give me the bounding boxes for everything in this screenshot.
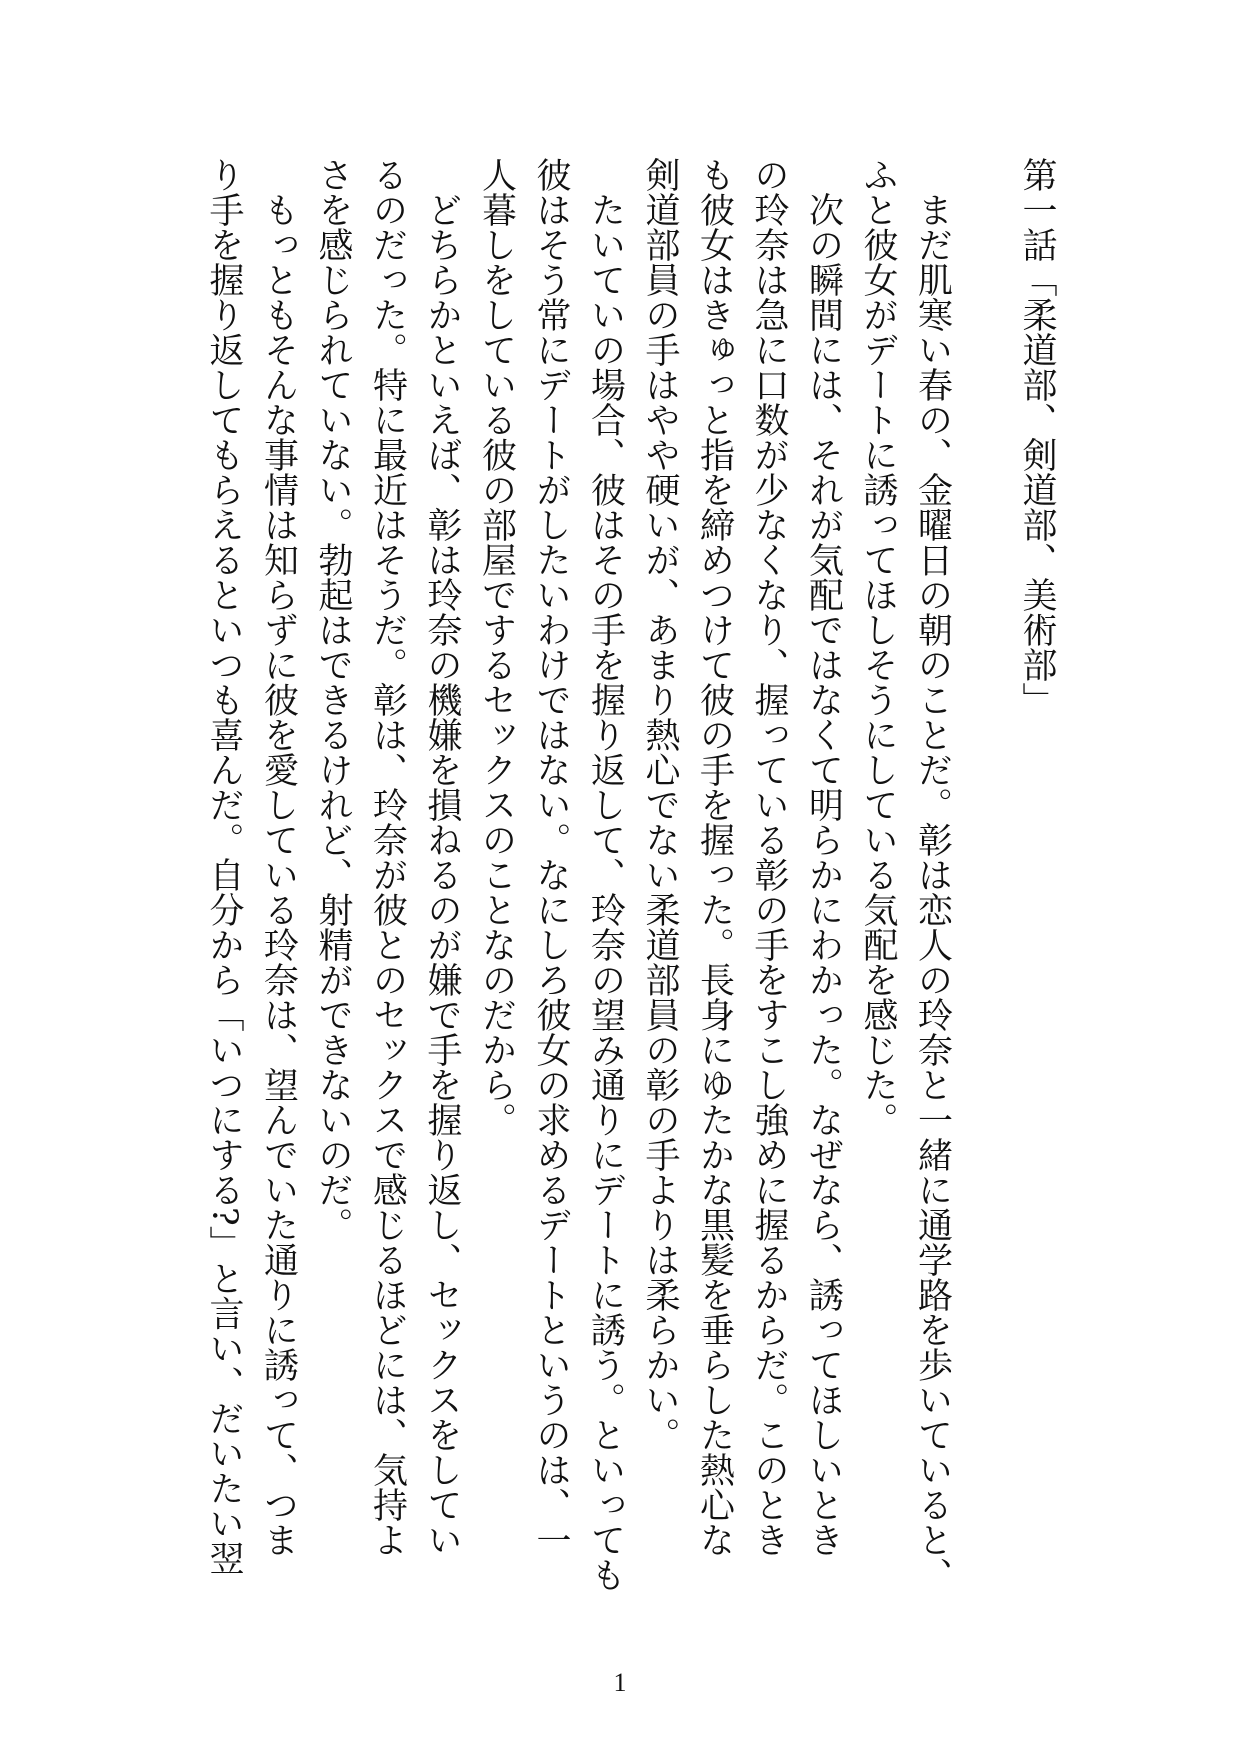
vertical-text-body xyxy=(197,157,1065,1617)
text-line: も彼女はきゅっと指を締めつけて彼の手を握った。長身にゆたかな黒髪を垂らした熱心な xyxy=(694,157,735,1557)
text-line: まだ肌寒い春の、金曜日の朝のことだ。彰は恋人の玲奈と一緒に通学路を歩いていると、 xyxy=(912,157,953,1592)
text-line: るのだった。特に最近はそうだ。彰は、玲奈が彼とのセックスで感じるほどには、気持よ xyxy=(367,157,408,1557)
text-line: 次の瞬間には、それが気配ではなくて明らかにわかった。なぜなら、誘ってほしいとき xyxy=(803,157,844,1557)
text-line: り手を握り返してもらえるといつも喜んだ。自分から「いつにする?」と言い、だいたい翌 xyxy=(204,157,244,1576)
text-line: の玲奈は急に口数が少なくなり、握っている彰の手をすこし強めに握るからだ。このとき xyxy=(749,157,789,1557)
page-number: 1 xyxy=(613,1668,627,1697)
text-line: ふと彼女がデートに誘ってほしそうにしている気配を感じた。 xyxy=(858,157,898,1137)
text-line: もっともそんな事情は知らずに彼を愛している玲奈は、望んでいた通りに誘って、つま xyxy=(258,157,299,1557)
text-line: どちらかといえば、彰は玲奈の機嫌を損ねるのが嫌で手を握り返し、セックスをしてい xyxy=(422,157,462,1557)
chapter-title: 第一話「柔道部、剣道部、美術部」 xyxy=(1017,157,1057,717)
text-line: 彼はそう常にデートがしたいわけではない。なにしろ彼女の求めるデートというのは、一 xyxy=(531,157,571,1557)
text-line: 剣道部員の手はやや硬いが、あまり熱心でない柔道部員の彰の手よりは柔らかい。 xyxy=(640,157,680,1452)
text-line: さを感じられていない。勃起はできるけれど、射精ができないのだ。 xyxy=(313,157,353,1242)
text-line: 人暮しをしている彼の部屋でするセックスのことなのだから。 xyxy=(476,157,517,1137)
text-line: たいていの場合、彼はその手を握り返して、玲奈の望み通りにデートに誘う。といっても xyxy=(585,157,626,1592)
